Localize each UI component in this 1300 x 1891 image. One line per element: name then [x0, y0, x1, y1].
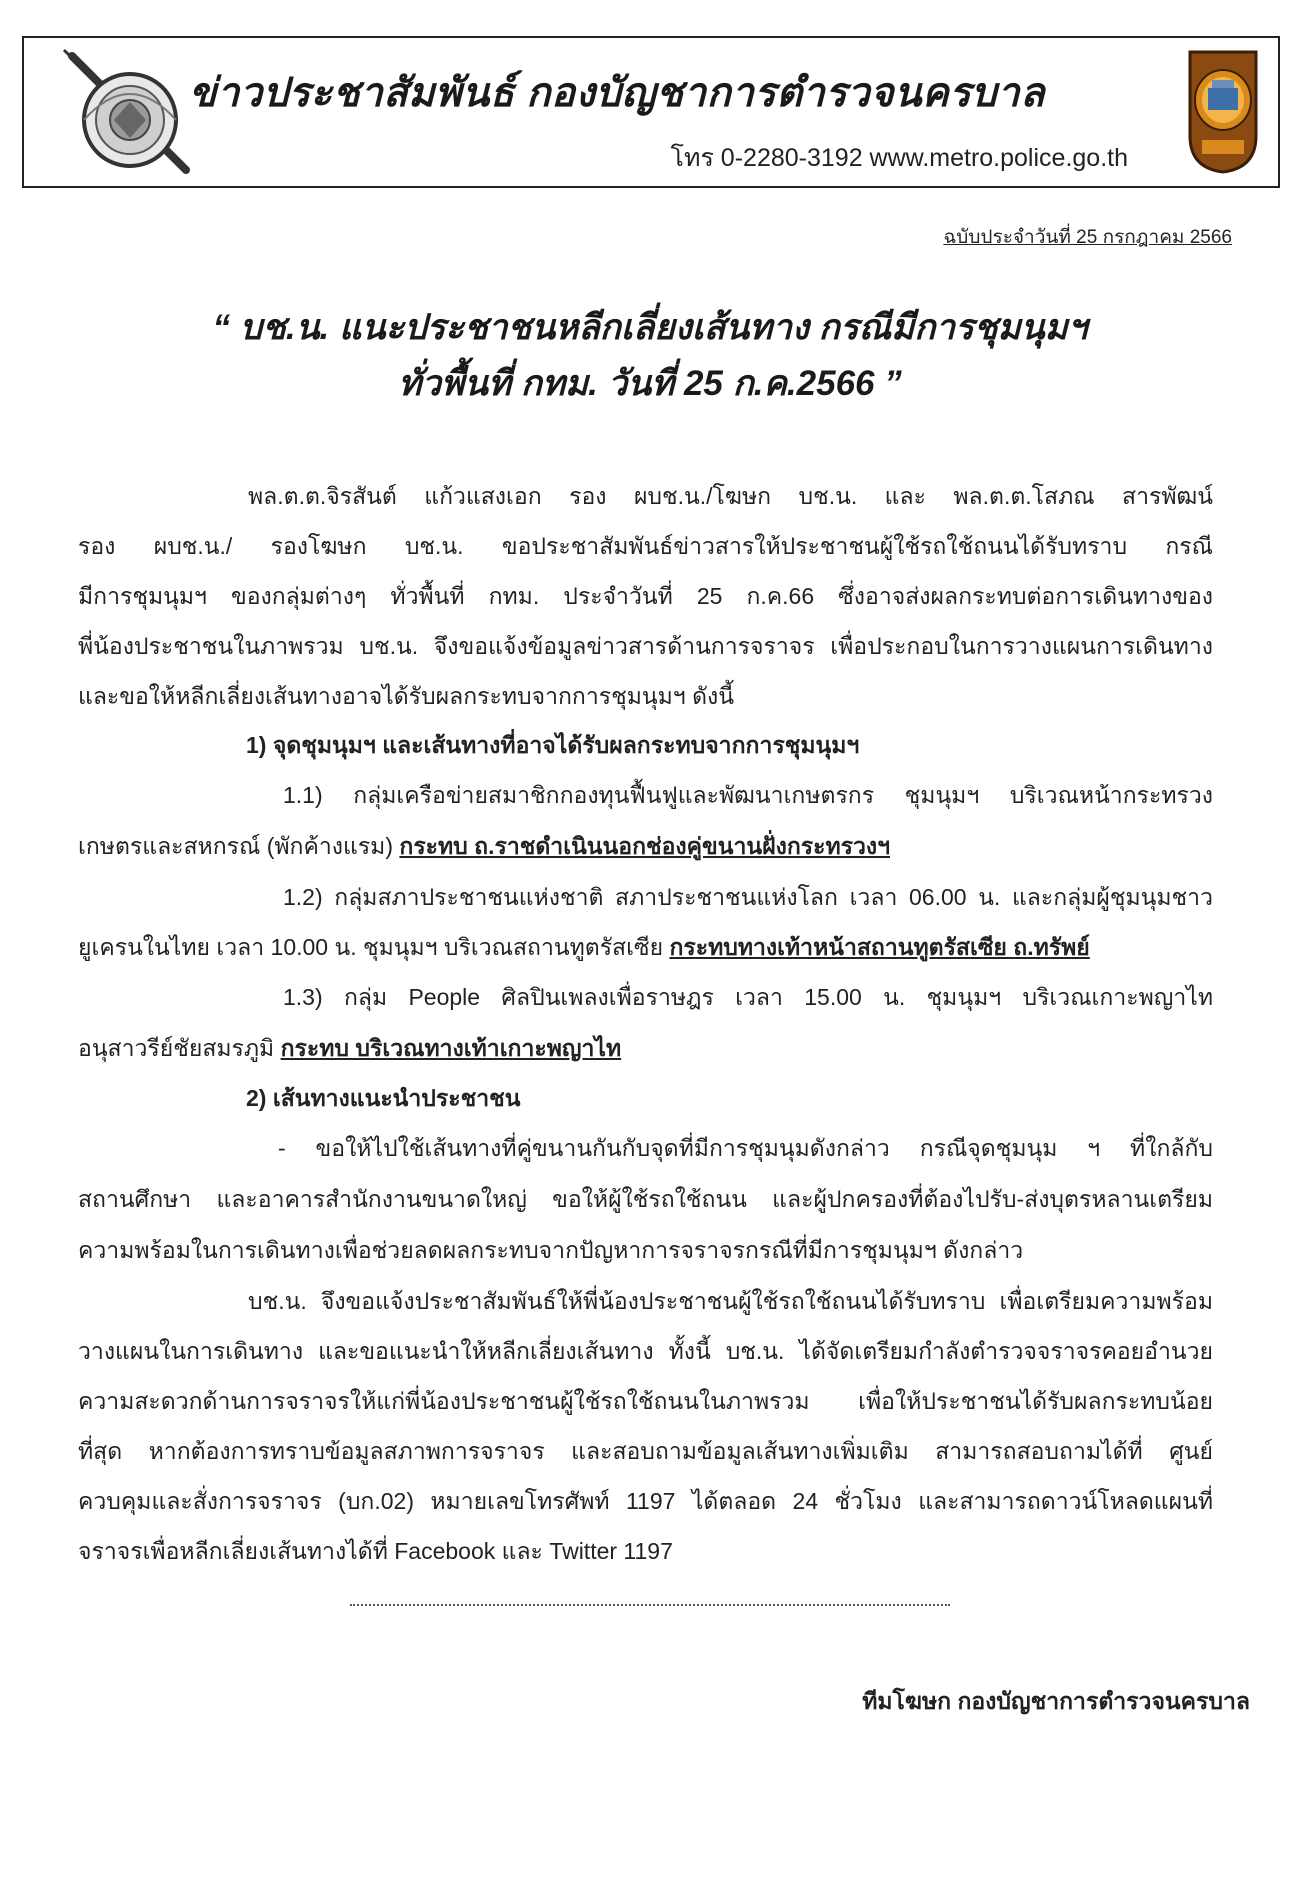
issue-date: ฉบับประจำวันที่ 25 กรกฎาคม 2566	[943, 227, 1232, 248]
section-2-line-3: ความพร้อมในการเดินทางเพื่อช่วยลดผลกระทบจากปัญหาการจราจรกรณีที่มีการชุมนุมฯ ดังกล่าว	[78, 1237, 1024, 1263]
headline	[60, 300, 1240, 412]
metropolitan-police-logo-icon	[1182, 48, 1264, 176]
headline-line-1: “ บช.น. แนะประชาชนหลีกเลี่ยงเส้นทาง กรณีมีการชุมนุมฯ	[212, 308, 1088, 347]
item-1-1-impact: กระทบ ถ.ราชดำเนินนอกช่องคู่ขนานฝั่งกระทรวงฯ	[399, 833, 891, 859]
intro-line-5: และขอให้หลีกเลี่ยงเส้นทางอาจได้รับผลกระทบจากการชุมนุมฯ ดังนี้	[78, 683, 734, 709]
section-2-line-1: - ขอให้ไปใช้เส้นทางที่คู่ขนานกันกับจุดที่มีการชุมนุมดังกล่าว กรณีจุดชุมนุม ฯ ที่ใกล้กับ	[278, 1135, 1213, 1161]
signature: ทีมโฆษก กองบัญชาการตำรวจนครบาล	[862, 1688, 1250, 1714]
item-1-3-impact: กระทบ บริเวณทางเท้าเกาะพญาไท	[280, 1035, 622, 1061]
police-emblem-icon	[54, 48, 206, 180]
intro-line-1: พล.ต.ต.จิรสันต์ แก้วแสงเอก รอง ผบช.น./โฆษก บช.น. และ พล.ต.ต.โสภณ สารพัฒน์	[248, 483, 1213, 509]
letterhead-contact: โทร 0-2280-3192 www.metro.police.go.th	[670, 144, 1128, 172]
item-1-2-line-2: ยูเครนในไทย เวลา 10.00 น. ชุมนุมฯ บริเวณสถานทูตรัสเซีย กระทบทางเท้าหน้าสถานทูตรัสเซีย ถ.ทรัพย์	[78, 934, 1090, 960]
item-1-1-line-1: 1.1) กลุ่มเครือข่ายสมาชิกกองทุนฟื้นฟูและพัฒนาเกษตรกร ชุมนุมฯ บริเวณหน้ากระทรวง	[283, 782, 1213, 808]
item-1-1-line-2: เกษตรและสหกรณ์ (พักค้างแรม) กระทบ ถ.ราชดำเนินนอกช่องคู่ขนานฝั่งกระทรวงฯ	[78, 833, 891, 859]
closing-line-5: ควบคุมและสั่งการจราจร (บก.02) หมายเลขโทรศัพท์ 1197 ได้ตลอด 24 ชั่วโมง และสามารถดาวน์โหลดแผนที่	[78, 1488, 1213, 1514]
intro-line-2: รอง ผบช.น./ รองโฆษก บช.น. ขอประชาสัมพันธ์ข่าวสารให้ประชาชนผู้ใช้รถใช้ถนนได้รับทราบ กรณี	[78, 533, 1213, 559]
letterhead	[22, 36, 1280, 188]
item-1-2-impact: กระทบทางเท้าหน้าสถานทูตรัสเซีย ถ.ทรัพย์	[669, 934, 1090, 960]
section-2-heading: 2) เส้นทางแนะนำประชาชน	[246, 1085, 521, 1111]
closing-line-6: จราจรเพื่อหลีกเลี่ยงเส้นทางได้ที่ Facebook และ Twitter 1197	[78, 1538, 673, 1564]
section-1-heading: 1) จุดชุมนุมฯ และเส้นทางที่อาจได้รับผลกระทบจากการชุมนุมฯ	[246, 732, 860, 758]
item-1-2-line-1: 1.2) กลุ่มสภาประชาชนแห่งชาติ สภาประชาชนแห่งโลก เวลา 06.00 น. และกลุ่มผู้ชุมนุมชาว	[283, 884, 1213, 910]
closing-line-3: ความสะดวกด้านการจราจรให้แก่พี่น้องประชาชนผู้ใช้รถใช้ถนนในภาพรวม เพื่อให้ประชาชนได้รับผลกระทบน้อย	[78, 1388, 1213, 1414]
letterhead-title: ข่าวประชาสัมพันธ์ กองบัญชาการตำรวจนครบาล	[189, 71, 1046, 115]
headline-line-2: ทั่วพื้นที่ กทม. วันที่ 25 ก.ค.2566 ”	[398, 364, 902, 403]
closing-line-4: ที่สุด หากต้องการทราบข้อมูลสภาพการจราจร และสอบถามข้อมูลเส้นทางเพิ่มเติม สามารถสอบถามได้ที่ ศูนย์	[78, 1438, 1213, 1464]
closing-line-2: วางแผนในการเดินทาง และขอแนะนำให้หลีกเลี่ยงเส้นทาง ทั้งนี้ บช.น. ได้จัดเตรียมกำลังตำรวจจราจรคอยอำนวย	[78, 1338, 1213, 1364]
closing-line-1: บช.น. จึงขอแจ้งประชาสัมพันธ์ให้พี่น้องประชาชนผู้ใช้รถใช้ถนนได้รับทราบ เพื่อเตรียมความพร้อม	[248, 1288, 1213, 1314]
intro-line-4: พี่น้องประชาชนในภาพรวม บช.น. จึงขอแจ้งข้อมูลข่าวสารด้านการจราจร เพื่อประกอบในการวางแผนการเดินทาง	[78, 633, 1213, 659]
dotted-divider	[350, 1604, 950, 1606]
item-1-3-line-1: 1.3) กลุ่ม People ศิลปินเพลงเพื่อราษฎร เวลา 15.00 น. ชุมนุมฯ บริเวณเกาะพญาไท	[283, 984, 1213, 1010]
section-2-line-2: สถานศึกษา และอาคารสำนักงานขนาดใหญ่ ขอให้ผู้ใช้รถใช้ถนน และผู้ปกครองที่ต้องไปรับ-ส่งบุตรหลานเตรียม	[78, 1186, 1213, 1212]
item-1-3-line-2: อนุสาวรีย์ชัยสมรภูมิ กระทบ บริเวณทางเท้าเกาะพญาไท	[78, 1035, 622, 1061]
intro-line-3: มีการชุมนุมฯ ของกลุ่มต่างๆ ทั่วพื้นที่ กทม. ประจำวันที่ 25 ก.ค.66 ซึ่งอาจส่งผลกระทบต่อการเดินทางของ	[78, 583, 1213, 609]
